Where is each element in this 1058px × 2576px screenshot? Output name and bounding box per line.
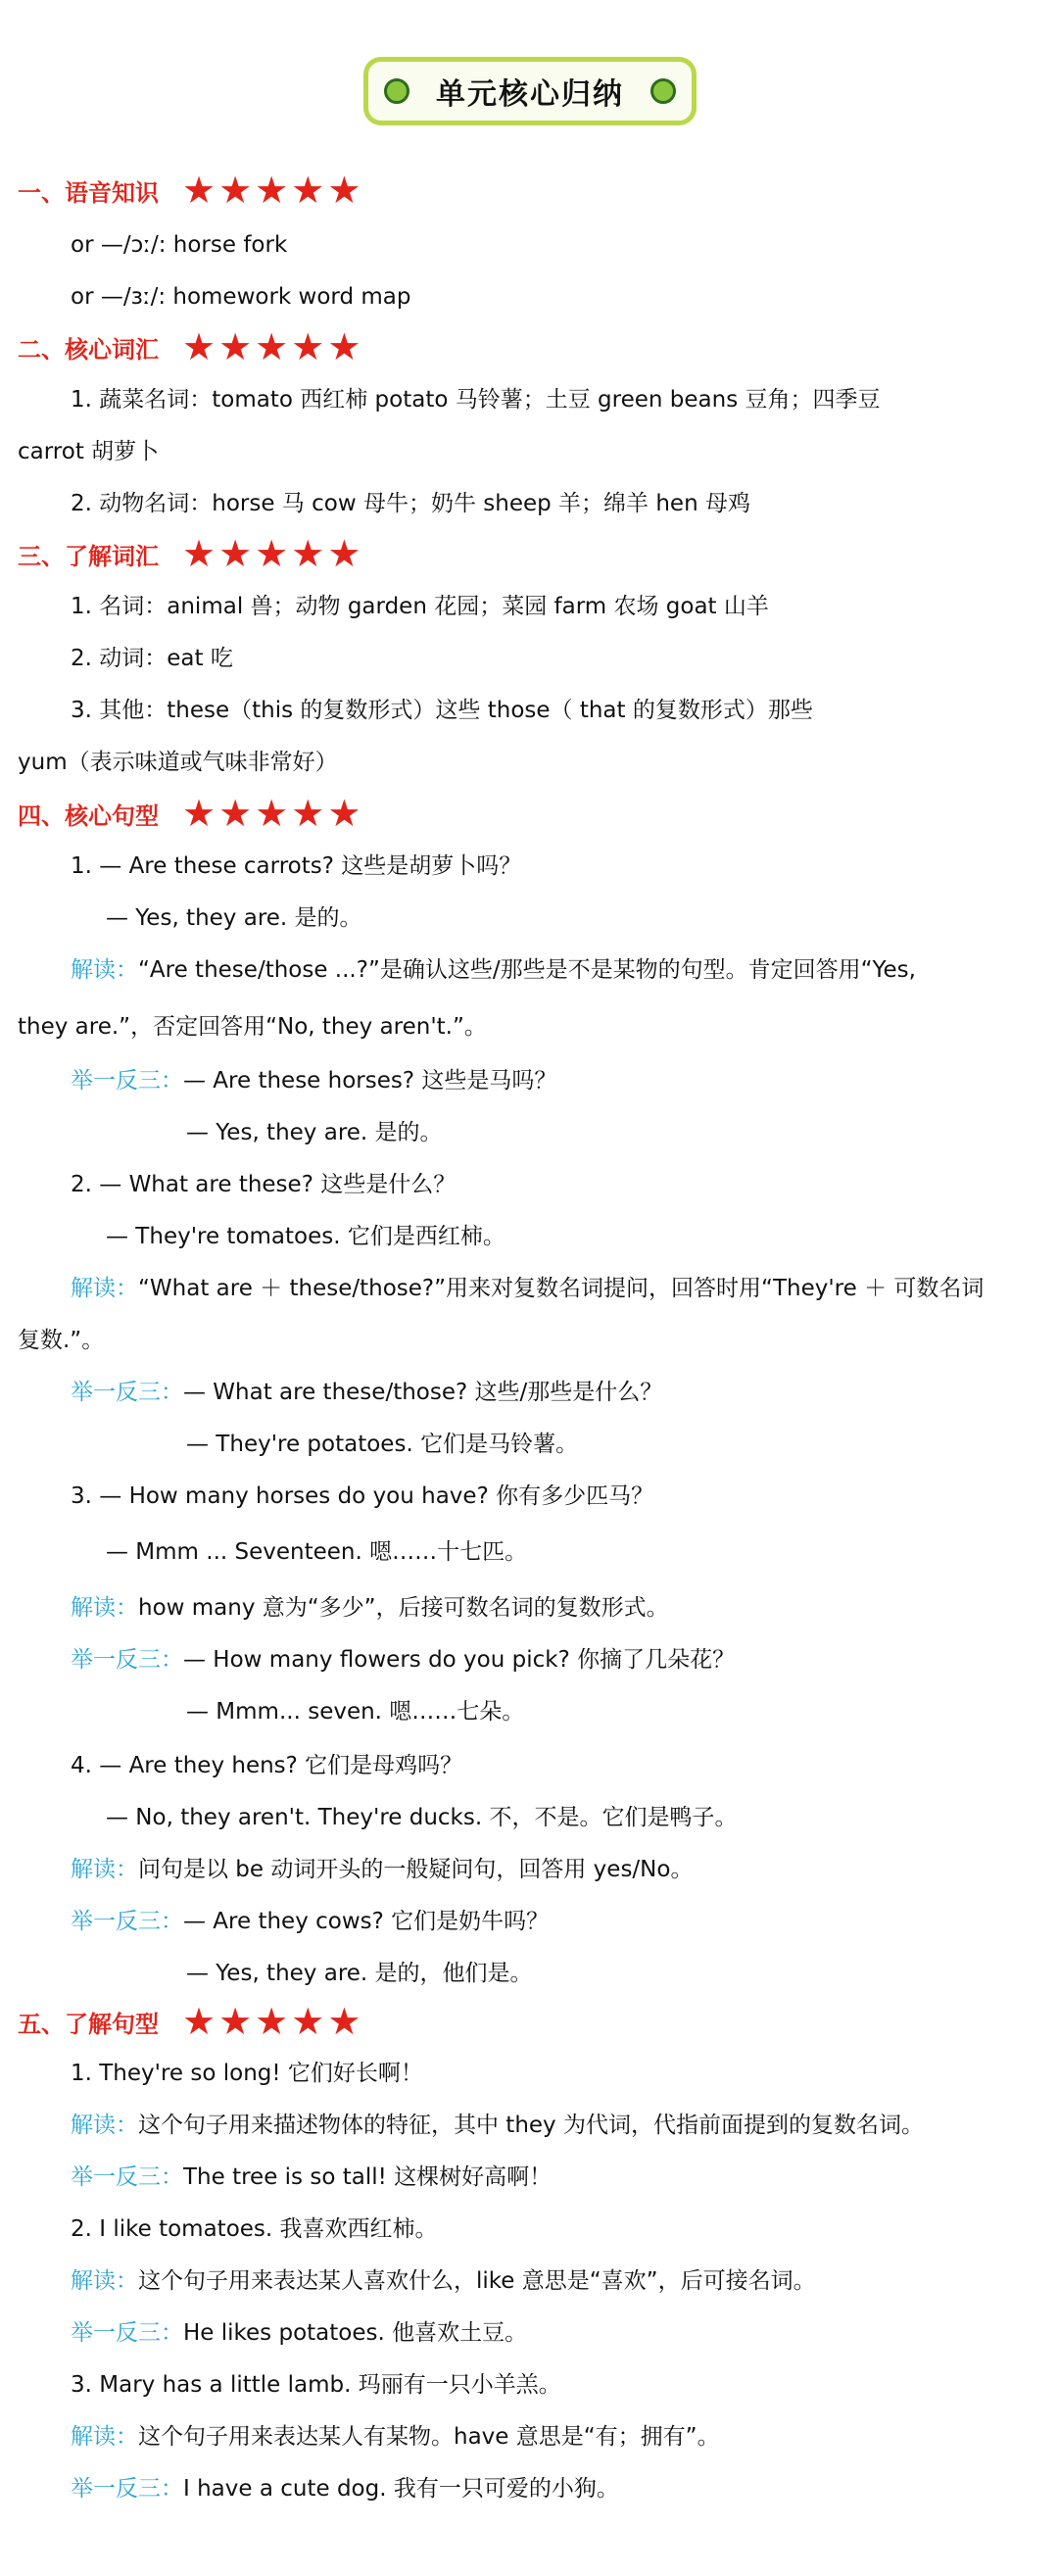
- star-icon: ★: [182, 325, 216, 368]
- star-icon: ★: [218, 169, 253, 212]
- sentence-line: — Mmm... seven. 嗯……七朵。: [186, 1699, 525, 1725]
- word-list-line: carrot 胡萝卜: [18, 439, 160, 464]
- practice-label: 举一反三：: [71, 2320, 183, 2346]
- sentence-line: — Yes, they are. 是的，他们是。: [186, 1961, 533, 1986]
- star-icon: ★: [291, 532, 325, 575]
- unit-title-banner: [363, 57, 697, 125]
- section-heading-core-sentences: [18, 794, 361, 833]
- sentence-line: 1. — Are these carrots? 这些是胡萝卜吗？: [71, 853, 522, 879]
- star-rating: [182, 325, 361, 368]
- star-icon: ★: [255, 325, 289, 368]
- star-rating: [182, 169, 361, 212]
- sentence-line: — Yes, they are. 是的。: [106, 905, 362, 931]
- sentence-line: 1. They're so long! 它们好长啊！: [71, 2061, 423, 2086]
- practice-text: — Are these horses? 这些是马吗？: [183, 1068, 557, 1094]
- star-icon: ★: [182, 169, 216, 212]
- star-icon: ★: [182, 792, 216, 835]
- practice-text: I have a cute dog. 我有一只可爱的小狗。: [183, 2476, 619, 2502]
- sentence-line: 2. I like tomatoes. 我喜欢西红柿。: [71, 2216, 438, 2242]
- explain-label: 解读：: [71, 2268, 138, 2294]
- explain-label: 解读：: [71, 1276, 138, 1301]
- practice-line: [71, 1644, 735, 1676]
- explain-line: [71, 2421, 720, 2453]
- sentence-line: — Yes, they are. 是的。: [186, 1120, 443, 1145]
- practice-label: 举一反三：: [71, 1909, 183, 1934]
- word-list-line: 2. 动物名词：horse 马 cow 母牛；奶牛 sheep 羊；绵羊 hen 母鸡: [71, 491, 750, 516]
- practice-label: 举一反三：: [71, 1380, 183, 1405]
- word-list-line: yum（表示味道或气味非常好）: [18, 750, 338, 775]
- section-title: 四、核心句型: [18, 802, 159, 830]
- sentence-line: 4. — Are they hens? 它们是母鸡吗？: [71, 1753, 463, 1778]
- explain-text: 问句是以 be 动词开头的一般疑问句，回答用 yes/No。: [138, 1857, 694, 1882]
- sentence-line: — Mmm ... Seventeen. 嗯……十七匹。: [106, 1539, 528, 1565]
- explain-text: “Are these/those ...?”是确认这些/那些是不是某物的句型。肯定回答用“Yes,: [138, 957, 916, 983]
- star-icon: ★: [327, 325, 361, 368]
- practice-line: [71, 1906, 549, 1937]
- explain-label: 解读：: [71, 1595, 138, 1621]
- section-title: 三、了解词汇: [18, 542, 159, 570]
- practice-line: [71, 2317, 527, 2349]
- star-icon: ★: [327, 169, 361, 212]
- star-icon: ★: [255, 2000, 289, 2043]
- explain-text: 这个句子用来描述物体的特征，其中 they 为代词，代指前面提到的复数名词。: [138, 2113, 924, 2138]
- star-icon: ★: [291, 2000, 325, 2043]
- practice-label: 举一反三：: [71, 1647, 183, 1673]
- explain-line: [71, 1273, 984, 1304]
- sentence-line: — They're tomatoes. 它们是西红柿。: [106, 1224, 505, 1249]
- word-list-line: 3. 其他：these（this 的复数形式）这些 those（ that 的复数形式）那些: [71, 698, 813, 723]
- star-icon: ★: [327, 532, 361, 575]
- section-heading-phonics: [18, 170, 361, 210]
- explain-line: [71, 1592, 669, 1624]
- section-heading-core-words: [18, 327, 361, 366]
- star-icon: ★: [218, 792, 253, 835]
- circle-dot-icon: [384, 78, 409, 104]
- practice-label: 举一反三：: [71, 2164, 183, 2190]
- star-icon: ★: [291, 792, 325, 835]
- explain-text: “What are ＋ these/those?”用来对复数名词提问，回答时用“They're ＋ 可数名词: [138, 1276, 985, 1301]
- section-title: 一、语音知识: [18, 178, 159, 207]
- section-title: 二、核心词汇: [18, 335, 159, 364]
- star-icon: ★: [291, 169, 325, 212]
- explain-label: 解读：: [71, 957, 138, 983]
- sentence-line: 3. Mary has a little lamb. 玛丽有一只小羊羔。: [71, 2372, 561, 2398]
- star-rating: [182, 532, 361, 575]
- word-list-line: 2. 动词：eat 吃: [71, 646, 233, 671]
- star-icon: ★: [327, 2000, 361, 2043]
- practice-text: — What are these/those? 这些/那些是什么？: [183, 1380, 663, 1405]
- star-icon: ★: [218, 532, 253, 575]
- star-icon: ★: [327, 792, 361, 835]
- explain-text: 这个句子用来表达某人有某物。have 意思是“有；拥有”。: [138, 2424, 720, 2450]
- practice-text: — Are they cows? 它们是奶牛吗？: [183, 1909, 550, 1934]
- star-icon: ★: [255, 169, 289, 212]
- explain-line: [71, 2265, 816, 2297]
- page-title: 单元核心归纳: [436, 77, 624, 112]
- practice-line: [71, 2162, 552, 2193]
- explain-line: [71, 1854, 693, 1885]
- practice-text: — How many flowers do you pick? 你摘了几朵花？: [183, 1647, 736, 1673]
- phonics-line: or —/ɔː/: horse fork: [71, 232, 288, 258]
- star-icon: ★: [218, 325, 253, 368]
- star-rating: [182, 792, 361, 835]
- star-icon: ★: [218, 2000, 253, 2043]
- explain-line: [71, 954, 916, 986]
- star-icon: ★: [291, 325, 325, 368]
- explain-text: 这个句子用来表达某人喜欢什么，like 意思是“喜欢”，后可接名词。: [138, 2268, 816, 2294]
- practice-text: The tree is so tall! 这棵树好高啊！: [183, 2164, 553, 2190]
- word-list-line: 1. 蔬菜名词：tomato 西红柿 potato 马铃薯；土豆 green beans 豆角；四季豆: [71, 387, 881, 413]
- star-icon: ★: [255, 792, 289, 835]
- explain-label: 解读：: [71, 2113, 138, 2138]
- word-list-line: 1. 名词：animal 兽；动物 garden 花园；菜园 farm 农场 goat 山羊: [71, 594, 769, 619]
- star-icon: ★: [182, 2000, 216, 2043]
- circle-dot-icon: [650, 78, 676, 104]
- practice-text: He likes potatoes. 他喜欢土豆。: [183, 2320, 528, 2346]
- practice-line: [71, 2473, 619, 2504]
- explain-text: how many 意为“多少”，后接可数名词的复数形式。: [138, 1595, 669, 1621]
- explain-line: 复数.”。: [18, 1328, 105, 1353]
- sentence-line: 3. — How many horses do you have? 你有多少匹马？: [71, 1483, 654, 1509]
- sentence-line: — They're potatoes. 它们是马铃薯。: [186, 1432, 579, 1457]
- section-heading-extra-words: [18, 534, 361, 573]
- sentence-line: — No, they aren't. They're ducks. 不，不是。它们是鸭子。: [106, 1805, 738, 1830]
- section-heading-extra-sentences: [18, 2002, 361, 2041]
- practice-line: [71, 1377, 662, 1408]
- phonics-line: or —/ɜː/: homework word map: [71, 284, 411, 310]
- star-icon: ★: [255, 532, 289, 575]
- section-title: 五、了解句型: [18, 2010, 159, 2038]
- practice-line: [71, 1065, 556, 1096]
- star-rating: [182, 2000, 361, 2043]
- star-icon: ★: [182, 532, 216, 575]
- explain-line: [71, 2110, 924, 2141]
- practice-label: 举一反三：: [71, 2476, 183, 2502]
- explain-label: 解读：: [71, 2424, 138, 2450]
- sentence-line: 2. — What are these? 这些是什么？: [71, 1172, 457, 1197]
- practice-label: 举一反三：: [71, 1068, 183, 1094]
- explain-line: they are.”，否定回答用“No, they aren't.”。: [18, 1014, 487, 1040]
- explain-label: 解读：: [71, 1857, 138, 1882]
